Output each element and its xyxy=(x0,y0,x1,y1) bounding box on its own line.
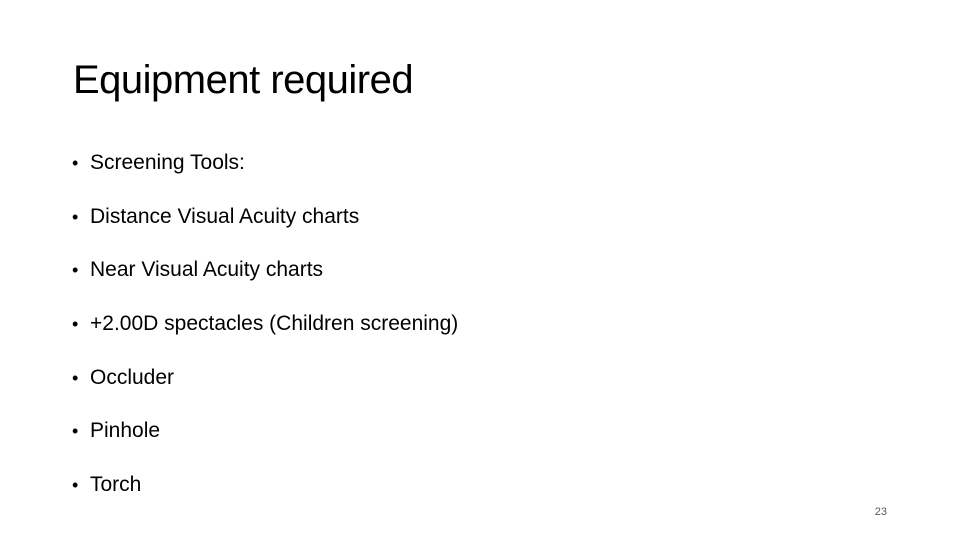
bullet-item xyxy=(72,470,458,500)
bullet-item xyxy=(72,255,458,285)
bullet-item xyxy=(72,363,458,393)
bullet-text: Near Visual Acuity charts xyxy=(90,258,324,282)
bullet-list xyxy=(72,148,458,524)
bullet-marker: • xyxy=(72,260,79,281)
bullet-marker: • xyxy=(72,206,79,227)
bullet-text: Pinhole xyxy=(90,419,161,443)
slide-title: Equipment required xyxy=(73,58,414,102)
bullet-item xyxy=(72,148,458,178)
bullet-item xyxy=(72,416,458,446)
bullet-marker: • xyxy=(72,475,79,496)
bullet-marker: • xyxy=(72,314,79,335)
bullet-marker: • xyxy=(72,153,79,173)
bullet-item xyxy=(72,202,458,232)
bullet-text: +2.00D spectacles (Children screening) xyxy=(90,312,459,336)
bullet-marker: • xyxy=(72,367,79,388)
page-number: 23 xyxy=(874,506,887,518)
bullet-text: Screening Tools: xyxy=(90,151,245,174)
bullet-marker: • xyxy=(72,421,79,442)
bullet-text: Distance Visual Acuity charts xyxy=(90,204,360,228)
bullet-item xyxy=(72,309,458,339)
bullet-text: Torch xyxy=(90,473,142,497)
bullet-text: Occluder xyxy=(90,365,175,389)
